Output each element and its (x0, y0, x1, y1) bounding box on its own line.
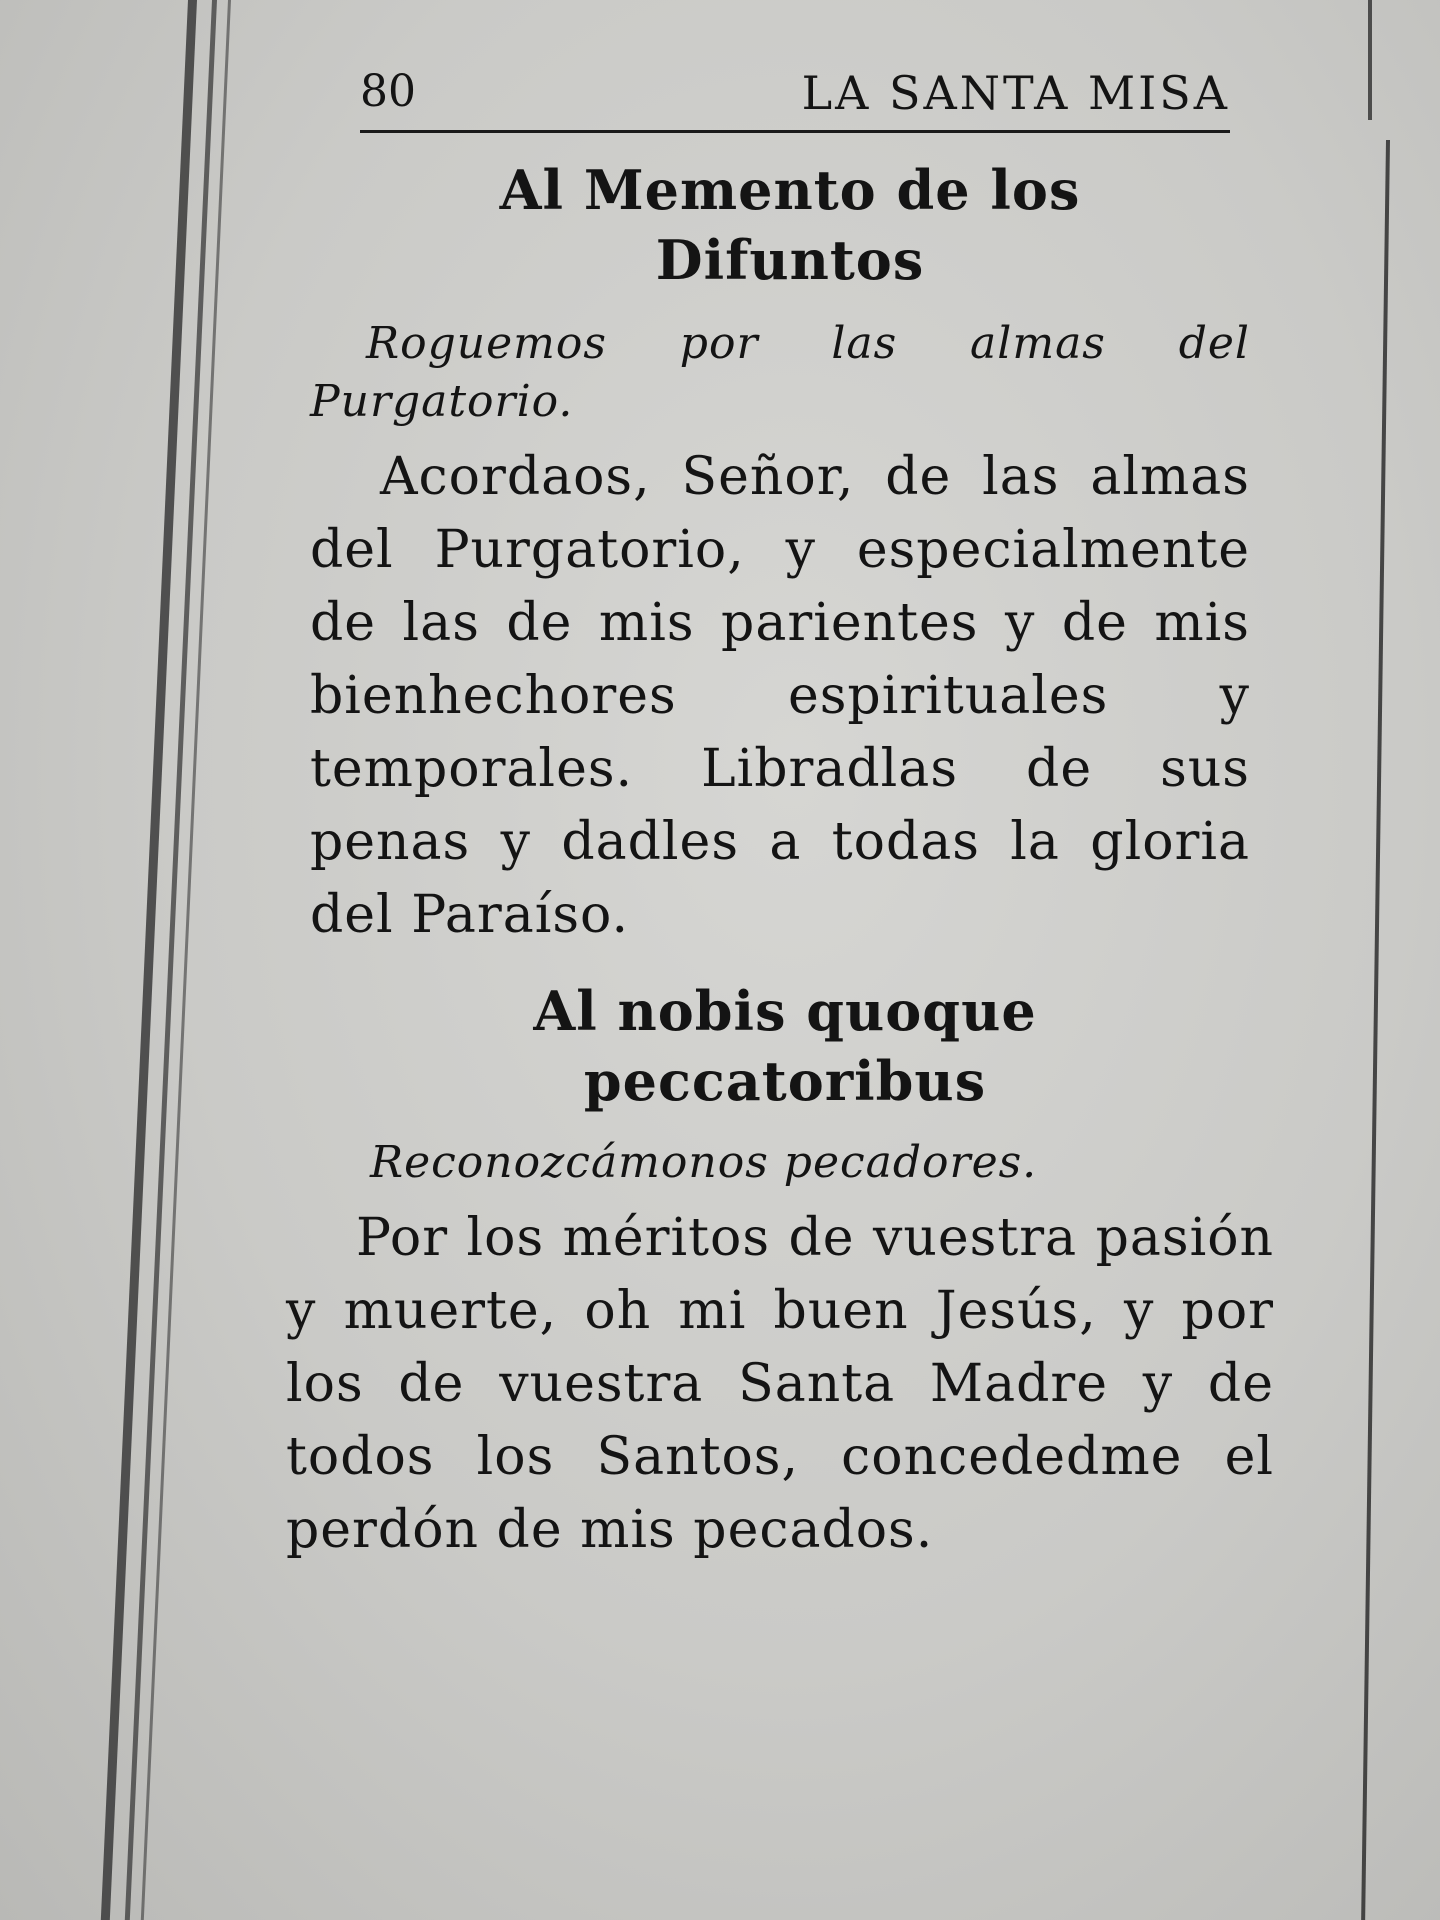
rubric-text: Roguemos por las almas del Purgatorio. (310, 318, 1250, 427)
section-heading-line: Al Memento de los (499, 158, 1081, 222)
section-heading-line: peccatoribus (583, 1049, 987, 1113)
right-border-rule-top (1368, 0, 1372, 120)
prayer-text: Acordaos, Señor, de las almas del Purgatorio, y especialmente de las de mis parientes y de mis bienhechores espirituales y temporales. Libradlas de sus penas y dadles a todas la gloria del Paraíso. (310, 447, 1250, 945)
section-heading (320, 976, 1250, 1116)
section-heading-line: Al nobis quoque (533, 979, 1037, 1043)
prayer-text: Por los méritos de vuestra pasión y muerte, oh mi buen Jesús, y por los de vuestra Santa Madre y de todos los Santos, concededme el perdón de mis pecados. (286, 1208, 1274, 1560)
section-nobis-quoque (286, 976, 1274, 1567)
book-page (286, 60, 1274, 1567)
section-heading (330, 155, 1250, 295)
running-title: LA SANTA MISA (801, 66, 1230, 120)
section-memento-difuntos (310, 155, 1250, 952)
rubric-text: Reconozcámonos pecadores. (370, 1137, 1038, 1188)
section-heading-line: Difuntos (655, 228, 925, 292)
running-head (360, 60, 1230, 133)
page-number: 80 (360, 66, 416, 117)
